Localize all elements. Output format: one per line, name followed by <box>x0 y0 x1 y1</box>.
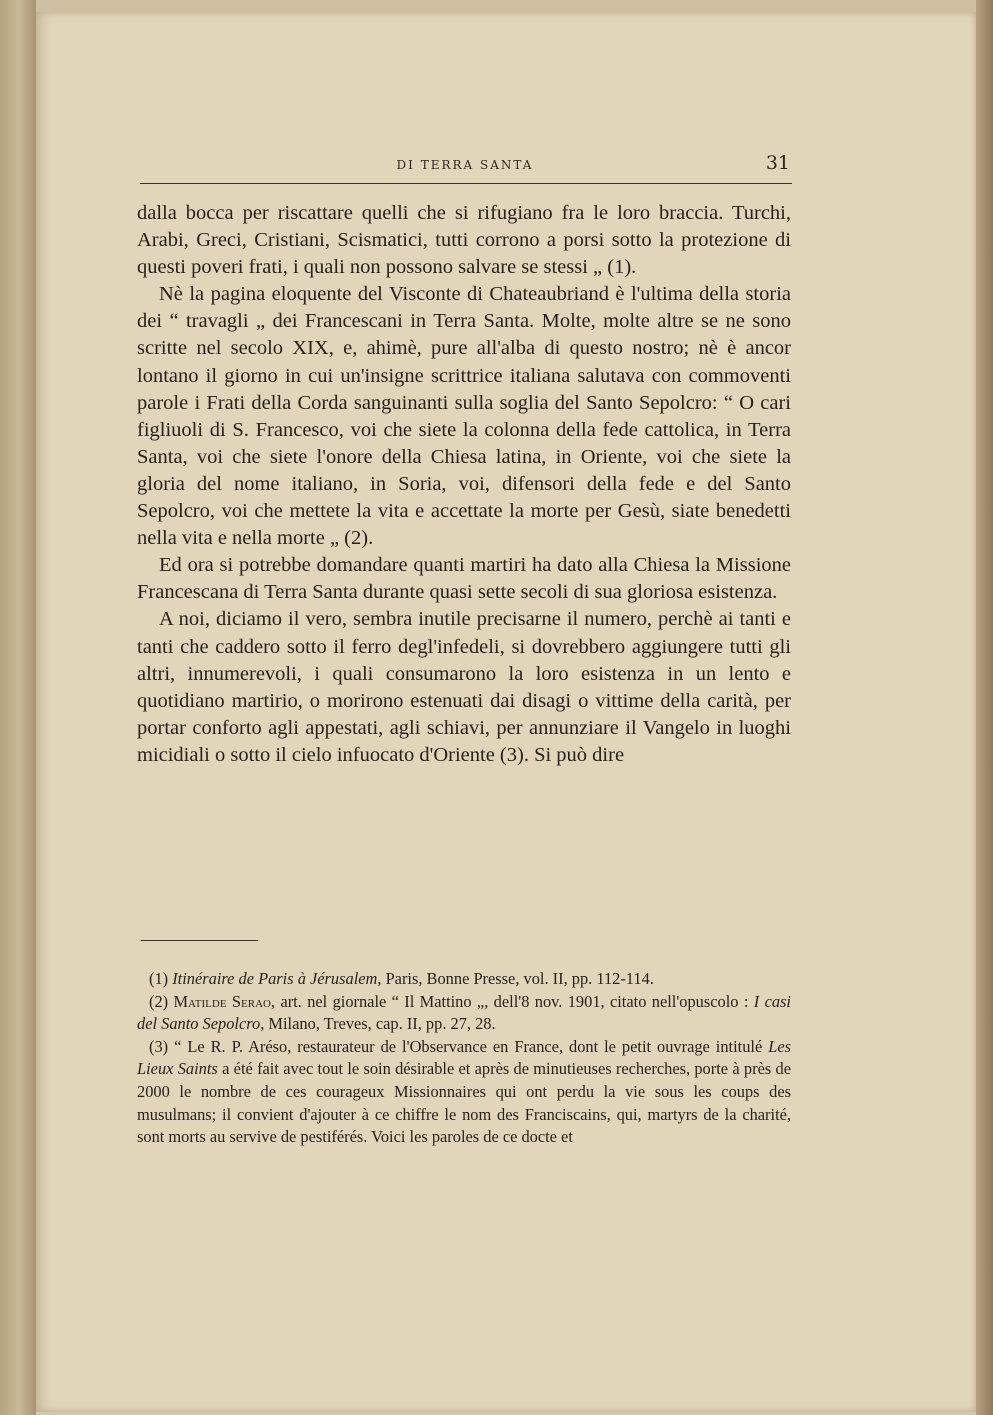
footnote-2-title: I casi del Santo Sepolcro <box>137 991 791 1034</box>
paragraph-3: Ed ora si potrebbe domandare quanti martiri ha dato alla Chiesa la Missione Francescana di Terra Santa durante quasi sette secoli di sua gloriosa esistenza. <box>137 554 791 604</box>
footnote-1-title: Itinéraire de Paris à Jérusalem <box>172 969 378 988</box>
footnote-3-title: Les Lieux Saints <box>137 1036 791 1079</box>
page-right-edge <box>976 0 993 1415</box>
footnote-2-mid: , art. nel giornale “ Il Mattino „, dell'8 nov. 1901, citato nell'opuscolo : <box>270 991 754 1011</box>
footnote-1-rest: , Paris, Bonne Presse, vol. II, pp. 112-114. <box>377 969 654 988</box>
running-head <box>140 150 790 178</box>
footnote-2-author: Matilde Serao <box>173 991 271 1011</box>
footnote-3 <box>137 1036 791 1149</box>
footnote-2 <box>137 991 791 1036</box>
body-text <box>137 200 791 769</box>
page-number: 31 <box>765 152 790 174</box>
header-rule <box>140 183 792 184</box>
footnotes <box>137 968 791 1149</box>
footnote-1-mark: (1) <box>149 969 173 988</box>
footnote-2-mark: (2) <box>149 991 174 1011</box>
paragraph-4: A noi, diciamo il vero, sembra inutile precisarne il numero, perchè ai tanti e tanti che caddero sotto il ferro degl'infedeli, si dovrebbero aggiungere tutti gli altri, innumerevoli, i quali consumarono la loro esistenza in un lento e quotidiano martirio, o morirono estenuati dai disagi o vittime della carità, per portar conforto agli appestati, agli schiavi, per annunziare il Vangelo in luoghi micidiali o sotto il cielo infuocato d'Oriente (3). Si può dire <box>137 608 791 766</box>
footnote-3-mark: (3) <box>149 1036 175 1056</box>
footnote-3-rest: a été fait avec tout le soin désirable et après de minutieuses recherches, porte à près de 2000 le nombre de ces courageux Missionnaires qui ont perdu la vie sous les coups des musulmans; il convient d'ajouter à ce chiffre le nom des Franciscains, qui, martyrs de la charité, sont morts au servive de pestiférés. Voici les paroles de ce docte et <box>137 1059 791 1147</box>
paragraph-1: dalla bocca per riscattare quelli che si rifugiano fra le loro braccia. Turchi, Arabi, Greci, Cristiani, Scismatici, tutti corrono a porsi sotto la protezione di questi poveri frati, i quali non possono salvare se stessi „ (1). <box>137 202 791 279</box>
paragraph-2: Nè la pagina eloquente del Visconte di Chateaubriand è l'ultima della storia dei “ travagli „ dei Francescani in Terra Santa. Molte, molte altre se ne sono scritte nel secolo XIX, e, ahimè, pure all'alba di questo nostro; nè è ancor lontano il giorno in cui un'insigne scrittrice italiana salutava con commoventi parole i Frati della Corda sanguinanti sulla soglia del Santo Sepolcro: “ O cari figliuoli di S. Francesco, voi che siete la colonna della fede cattolica, in Terra Santa, voi che siete l'onore della Chiesa latina, in Oriente, voi che siete la gloria del nome italiano, in Soria, voi, difensori della fede e del Santo Sepolcro, voi che mettete la vita e accettate la morte per Gesù, siate benedetti nella vita e nella morte „ (2). <box>137 283 791 550</box>
footnote-3-pre: “ Le R. P. Aréso, restaurateur de l'Observance en France, dont le petit ouvrage intitulé <box>174 1036 769 1056</box>
footnote-2-rest: , Milano, Treves, cap. II, pp. 27, 28. <box>260 1014 496 1034</box>
footnote-rule <box>141 940 258 941</box>
running-title: DI TERRA SANTA <box>396 158 534 172</box>
book-gutter <box>0 0 36 1415</box>
page-top-edge <box>36 0 976 12</box>
footnote-1 <box>137 968 791 991</box>
